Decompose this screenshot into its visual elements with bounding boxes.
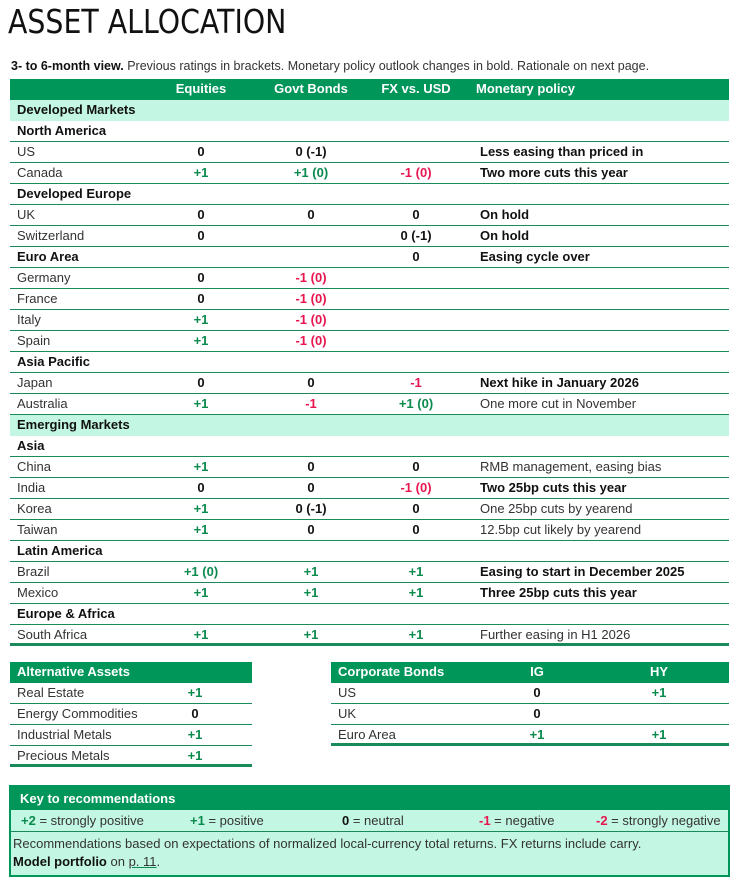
monetary-policy: Less easing than priced in xyxy=(480,144,644,159)
fx-rating: 0 xyxy=(412,501,420,516)
key-score: 0 xyxy=(342,813,350,828)
table-row xyxy=(10,683,252,704)
key-score: -2 xyxy=(596,813,608,828)
fx-rating: -1 (0) xyxy=(400,165,432,180)
section-row xyxy=(10,100,729,121)
govt-bonds-rating: 0 xyxy=(307,522,315,537)
fx-rating: -1 (0) xyxy=(400,480,432,495)
asset-rating: +1 xyxy=(187,748,203,763)
ig-rating: 0 xyxy=(533,706,541,721)
row-name: Developed Markets xyxy=(17,102,136,117)
hy-rating: +1 xyxy=(651,727,667,742)
fx-rating: 0 xyxy=(412,207,420,222)
row-name: France xyxy=(17,291,58,306)
model-portfolio-label: Model portfolio xyxy=(13,854,107,869)
equities-rating: 0 xyxy=(197,270,205,285)
table-row xyxy=(10,499,729,520)
asset-rating: +1 xyxy=(187,685,203,700)
table-row xyxy=(331,683,729,704)
table-row xyxy=(10,289,729,310)
monetary-policy: On hold xyxy=(480,228,530,243)
alternative-assets-table xyxy=(10,662,252,767)
table-row xyxy=(10,310,729,331)
header-fx-vs-usd: FX vs. USD xyxy=(381,81,451,96)
monetary-policy: One 25bp cuts by yearend xyxy=(480,501,633,516)
section-row xyxy=(10,415,729,436)
table-row xyxy=(331,725,729,746)
alt-header: Alternative Assets xyxy=(17,664,130,679)
table-row xyxy=(10,746,252,767)
group-row xyxy=(10,436,729,457)
hy-rating: +1 xyxy=(651,685,667,700)
equities-rating: +1 (0) xyxy=(183,564,219,579)
corp-header-row xyxy=(331,662,729,683)
row-name: Asia Pacific xyxy=(17,354,90,369)
table-row xyxy=(10,583,729,604)
row-name: Emerging Markets xyxy=(17,417,130,432)
key-score: +1 xyxy=(190,813,205,828)
govt-bonds-rating: 0 xyxy=(307,459,315,474)
table-row xyxy=(10,457,729,478)
monetary-policy: 12.5bp cut likely by yearend xyxy=(480,522,642,537)
govt-bonds-rating: 0 (-1) xyxy=(295,144,327,159)
govt-bonds-rating: +1 xyxy=(303,585,319,600)
fx-rating: 0 xyxy=(412,522,420,537)
fx-rating: +1 (0) xyxy=(398,396,434,411)
equities-rating: +1 xyxy=(193,501,209,516)
key-label: = neutral xyxy=(349,813,404,828)
row-name: UK xyxy=(17,207,36,222)
row-name: North America xyxy=(17,123,107,138)
equities-rating: +1 xyxy=(193,585,209,600)
key-label: = strongly negative xyxy=(607,813,721,828)
row-name: Euro Area xyxy=(17,249,79,264)
region-name: UK xyxy=(338,706,357,721)
table-row xyxy=(10,163,729,184)
table-row xyxy=(10,725,252,746)
monetary-policy: On hold xyxy=(480,207,530,222)
key-label: = negative xyxy=(490,813,555,828)
region-name: US xyxy=(338,685,357,700)
corporate-bonds-table xyxy=(331,662,729,746)
key-score: +2 xyxy=(21,813,36,828)
ig-rating: +1 xyxy=(529,727,545,742)
header-govt-bonds: Govt Bonds xyxy=(274,81,348,96)
group-row xyxy=(10,121,729,142)
table-row xyxy=(10,625,729,646)
fx-rating: +1 xyxy=(408,585,424,600)
govt-bonds-rating: +1 (0) xyxy=(293,165,329,180)
monetary-policy: Further easing in H1 2026 xyxy=(480,627,631,642)
subtitle-bold: 3- to 6-month view. xyxy=(11,59,124,73)
alt-header-row xyxy=(10,662,252,683)
corp-header-hy: HY xyxy=(649,664,669,679)
govt-bonds-rating: +1 xyxy=(303,627,319,642)
equities-rating: 0 xyxy=(197,375,205,390)
row-name: India xyxy=(17,480,46,495)
govt-bonds-rating: 0 xyxy=(307,480,315,495)
subtitle-text: Previous ratings in brackets. Monetary policy outlook changes in bold. Rationale on next page. xyxy=(123,59,650,73)
row-name: Developed Europe xyxy=(17,186,132,201)
monetary-policy: Three 25bp cuts this year xyxy=(480,585,637,600)
recommendation-key xyxy=(9,785,730,877)
equities-rating: 0 xyxy=(197,228,205,243)
govt-bonds-rating: -1 (0) xyxy=(295,333,327,348)
row-name: Korea xyxy=(17,501,52,516)
key-label: = positive xyxy=(204,813,264,828)
corp-header-ig: IG xyxy=(530,664,544,679)
model-portfolio-page-link[interactable]: p. 11 xyxy=(128,854,157,869)
subtitle xyxy=(11,59,649,73)
table-row xyxy=(331,704,729,725)
key-header: Key to recommendations xyxy=(11,787,728,810)
row-name: US xyxy=(17,144,36,159)
table-row xyxy=(10,704,252,725)
model-on: on xyxy=(106,854,129,869)
asset-allocation-table xyxy=(10,79,729,646)
row-name: China xyxy=(17,459,51,474)
group-row xyxy=(10,184,729,205)
group-row xyxy=(10,604,729,625)
govt-bonds-rating: -1 (0) xyxy=(295,270,327,285)
monetary-policy: Two more cuts this year xyxy=(480,165,628,180)
key-item xyxy=(21,810,144,831)
asset-rating: +1 xyxy=(187,727,203,742)
ig-rating: 0 xyxy=(533,685,541,700)
group-row xyxy=(10,352,729,373)
equities-rating: +1 xyxy=(193,627,209,642)
table-row xyxy=(10,331,729,352)
equities-rating: 0 xyxy=(197,291,205,306)
fx-rating: +1 xyxy=(408,627,424,642)
govt-bonds-rating: -1 xyxy=(305,396,317,411)
row-name: Europe & Africa xyxy=(17,606,115,621)
table-row xyxy=(10,520,729,541)
row-name: Canada xyxy=(17,165,63,180)
fx-rating: +1 xyxy=(408,564,424,579)
group-row xyxy=(10,247,729,268)
equities-rating: 0 xyxy=(197,480,205,495)
key-item xyxy=(596,810,721,831)
key-score: -1 xyxy=(479,813,491,828)
table-row xyxy=(10,268,729,289)
asset-name: Industrial Metals xyxy=(17,727,112,742)
table-row xyxy=(10,478,729,499)
govt-bonds-rating: 0 xyxy=(307,375,315,390)
fx-rating: 0 (-1) xyxy=(400,228,432,243)
corp-header: Corporate Bonds xyxy=(338,664,445,679)
equities-rating: 0 xyxy=(197,144,205,159)
govt-bonds-rating: -1 (0) xyxy=(295,291,327,306)
govt-bonds-rating: +1 xyxy=(303,564,319,579)
key-legend xyxy=(11,810,728,832)
row-name: Latin America xyxy=(17,543,103,558)
row-name: Australia xyxy=(17,396,68,411)
equities-rating: +1 xyxy=(193,459,209,474)
equities-rating: +1 xyxy=(193,396,209,411)
fx-rating: 0 xyxy=(412,459,420,474)
monetary-policy: Easing cycle over xyxy=(480,249,590,264)
row-name: Asia xyxy=(17,438,45,453)
equities-rating: 0 xyxy=(197,207,205,222)
key-item xyxy=(479,810,555,831)
monetary-policy: RMB management, easing bias xyxy=(480,459,662,474)
row-name: Taiwan xyxy=(17,522,58,537)
row-name: Italy xyxy=(17,312,41,327)
key-label: = strongly positive xyxy=(35,813,144,828)
key-note xyxy=(11,832,728,871)
govt-bonds-rating: 0 (-1) xyxy=(295,501,327,516)
row-name: Japan xyxy=(17,375,53,390)
table-row xyxy=(10,205,729,226)
key-note-text: Recommendations based on expectations of normalized local-currency total returns. FX returns include carry. xyxy=(13,836,642,851)
row-name: Brazil xyxy=(17,564,50,579)
group-row xyxy=(10,541,729,562)
asset-name: Precious Metals xyxy=(17,748,110,763)
monetary-policy: Next hike in January 2026 xyxy=(480,375,639,390)
row-name: Mexico xyxy=(17,585,59,600)
row-name: Spain xyxy=(17,333,51,348)
row-name: South Africa xyxy=(17,627,88,642)
region-name: Euro Area xyxy=(338,727,396,742)
table-row xyxy=(10,394,729,415)
govt-bonds-rating: -1 (0) xyxy=(295,312,327,327)
table-row xyxy=(10,562,729,583)
monetary-policy: Two 25bp cuts this year xyxy=(480,480,627,495)
equities-rating: +1 xyxy=(193,312,209,327)
header-monetary-policy: Monetary policy xyxy=(476,81,575,96)
govt-bonds-rating: 0 xyxy=(307,207,315,222)
row-name: Switzerland xyxy=(17,228,85,243)
row-name: Germany xyxy=(17,270,71,285)
header-equities: Equities xyxy=(175,81,227,96)
table-row xyxy=(10,373,729,394)
model-end: . xyxy=(156,854,161,869)
fx-rating: 0 xyxy=(412,249,420,264)
table-row xyxy=(10,142,729,163)
page-title: ASSET ALLOCATION xyxy=(8,2,287,41)
monetary-policy: One more cut in November xyxy=(480,396,637,411)
key-item xyxy=(190,810,264,831)
monetary-policy: Easing to start in December 2025 xyxy=(480,564,685,579)
equities-rating: +1 xyxy=(193,333,209,348)
equities-rating: +1 xyxy=(193,522,209,537)
model-portfolio-line xyxy=(13,853,728,871)
asset-rating: 0 xyxy=(191,706,199,721)
asset-name: Real Estate xyxy=(17,685,85,700)
asset-name: Energy Commodities xyxy=(17,706,138,721)
table-row xyxy=(10,226,729,247)
table-header-row xyxy=(10,79,729,100)
fx-rating: -1 xyxy=(410,375,422,390)
key-item xyxy=(342,810,404,831)
equities-rating: +1 xyxy=(193,165,209,180)
